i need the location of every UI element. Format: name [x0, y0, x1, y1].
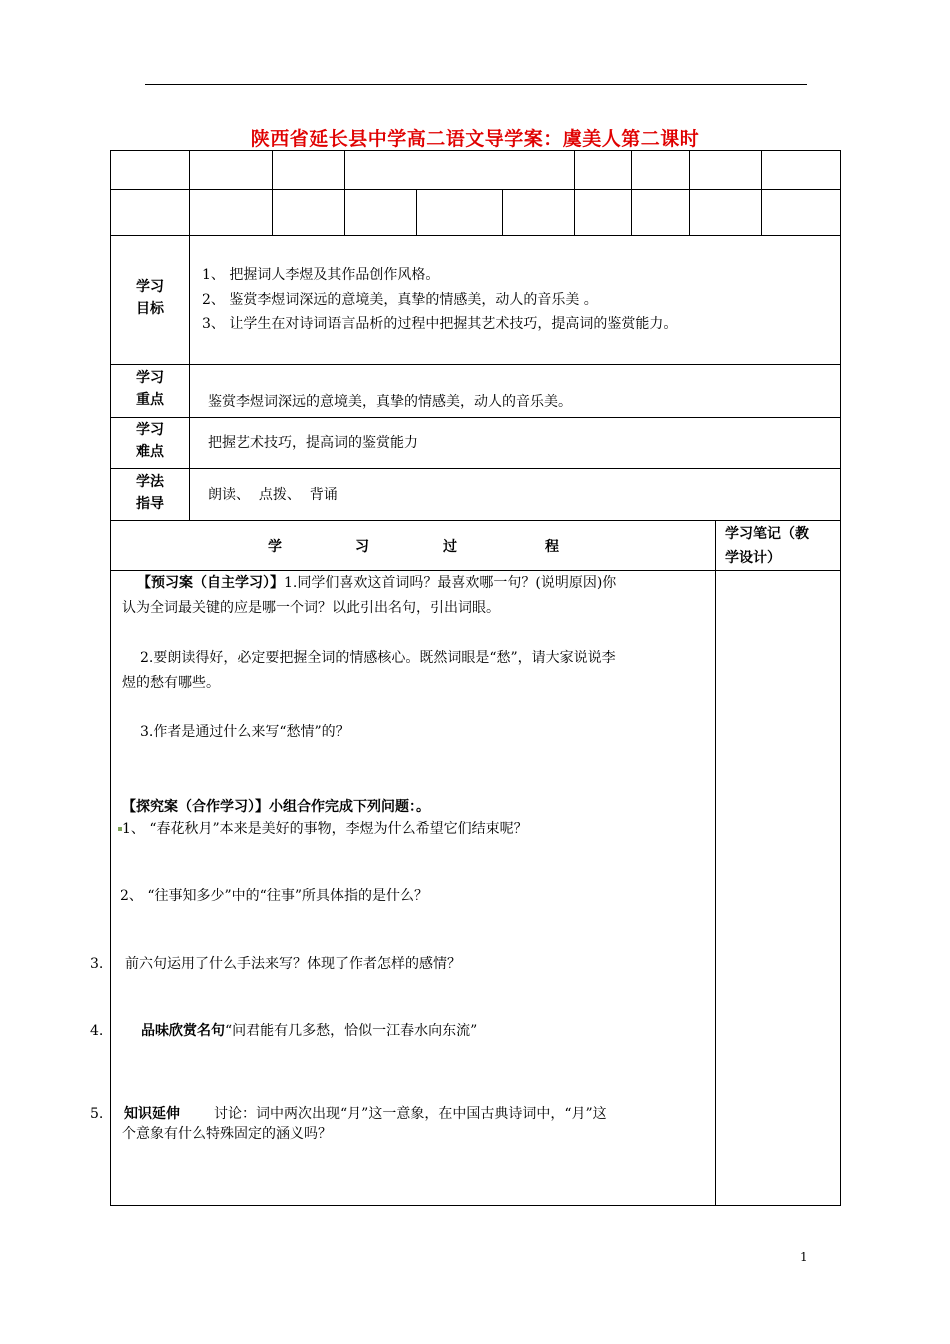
difficulty-label — [110, 419, 190, 463]
q4-number: 4. — [90, 1023, 104, 1039]
label-line: 目标 — [136, 301, 164, 317]
key-point-label — [110, 367, 190, 411]
q3-number: 3. — [90, 956, 104, 972]
objectives-label — [110, 276, 190, 320]
q4-quote: “问君能有几多愁，恰似一江春水向东流” — [225, 1023, 478, 1039]
label-line: 学习 — [136, 279, 164, 295]
grid-line — [574, 150, 575, 235]
preview-heading: 【预习案（自主学习）】 — [137, 575, 284, 591]
difficulty-text: 把握艺术技巧，提高词的鉴赏能力 — [208, 435, 418, 451]
q4-text — [141, 1021, 477, 1041]
q5-text — [124, 1104, 607, 1124]
notes-header — [725, 522, 809, 570]
row-line — [110, 364, 841, 365]
preview-q1-cont: 认为全词最关键的应是哪一个词？以此引出名句，引出词眼。 — [122, 600, 500, 616]
q5-bold: 知识延伸 — [124, 1106, 180, 1122]
q3-text: 前六句运用了什么手法来写？体现了作者怎样的感情？ — [125, 956, 461, 972]
grid-line — [344, 150, 345, 235]
grid-line — [761, 150, 762, 235]
inquiry-heading: 【探究案（合作学习）】小组合作完成下列问题：。 — [122, 799, 430, 815]
label-line: 学习 — [136, 422, 164, 438]
row-line — [110, 520, 841, 521]
preview-q1 — [137, 573, 616, 593]
notes-header-line: 学设计） — [725, 550, 781, 566]
label-line: 指导 — [136, 496, 164, 512]
grid-line — [416, 189, 417, 235]
preview-q2: 2.要朗读得好，必定要把握全词的情感核心。既然词眼是“愁”，请大家说说李 — [140, 650, 616, 666]
label-line: 重点 — [136, 392, 164, 408]
objective-item: 3、 让学生在对诗词语言品析的过程中把握其艺术技巧，提高词的鉴赏能力。 — [202, 316, 678, 332]
inquiry-q2: 2、 “往事知多少”中的“往事”所具体指的是什么？ — [120, 888, 428, 904]
objective-item: 2、 鉴赏李煜词深远的意境美，真挚的情感美，动人的音乐美 。 — [202, 292, 598, 308]
inquiry-q1 — [118, 819, 528, 839]
q5-line1: 讨论：词中两次出现“月”这一意象，在中国古典诗词中，“月”这 — [214, 1106, 607, 1122]
objective-item: 1、 把握词人李煜及其作品创作风格。 — [202, 267, 440, 283]
grid-line — [189, 150, 190, 235]
notes-header-line: 学习笔记（教 — [725, 526, 809, 542]
label-line: 难点 — [136, 444, 164, 460]
label-line: 学习 — [136, 370, 164, 386]
grid-line — [272, 150, 273, 235]
process-header-char: 习 — [355, 539, 369, 555]
row-line — [110, 468, 841, 469]
grid-line — [502, 189, 503, 235]
key-point-text: 鉴赏李煜词深远的意境美，真挚的情感美，动人的音乐美。 — [208, 394, 572, 410]
method-text: 朗读、 点拨、 背诵 — [208, 487, 338, 503]
grid-line — [110, 235, 841, 236]
grid-line — [110, 189, 841, 190]
q5-line2: 个意象有什么特殊固定的涵义吗？ — [122, 1126, 332, 1142]
process-header-char: 学 — [268, 539, 282, 555]
process-header-char: 过 — [443, 539, 457, 555]
process-header-char: 程 — [545, 539, 559, 555]
q4-bold: 品味欣赏名句 — [141, 1023, 225, 1039]
label-line: 学法 — [136, 474, 164, 490]
page-number: 1 — [800, 1250, 808, 1264]
preview-q1-text: 1.同学们喜欢这首词吗？最喜欢哪一句？(说明原因)你 — [284, 575, 617, 591]
header-rule — [145, 84, 807, 85]
inquiry-q1-text: 1、 “春花秋月”本来是美好的事物，李煜为什么希望它们结束呢？ — [122, 821, 528, 837]
row-line — [110, 570, 841, 571]
row-line — [110, 417, 841, 418]
grid-line — [689, 150, 690, 235]
q5-number: 5. — [90, 1106, 104, 1122]
preview-q2-cont: 煜的愁有哪些。 — [122, 675, 220, 691]
notes-column-line — [715, 520, 716, 1206]
page-title: 陕西省延长县中学高二语文导学案：虞美人第二课时 — [250, 128, 700, 150]
preview-q3: 3.作者是通过什么来写“愁情”的？ — [140, 724, 350, 740]
method-label — [110, 471, 190, 515]
grid-line — [631, 150, 632, 235]
